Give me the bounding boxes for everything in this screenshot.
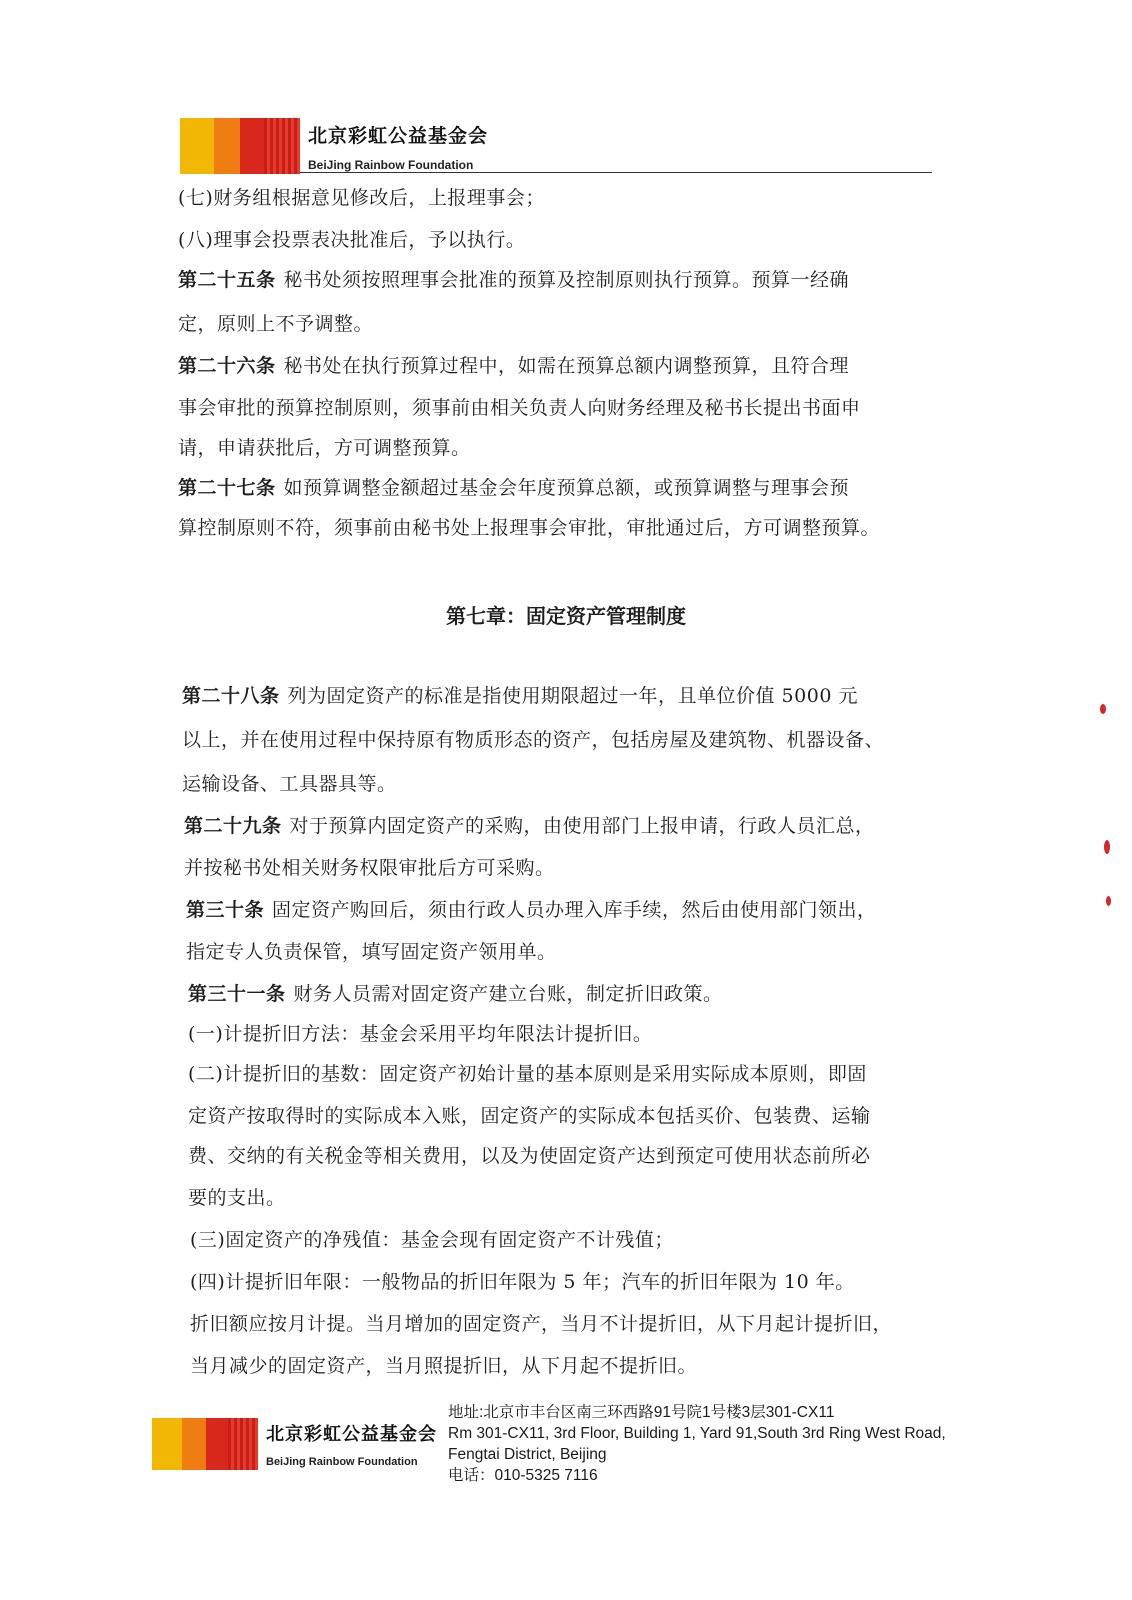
header-logo [180,118,488,174]
text-line: 运输设备、工具器具等。 [182,773,397,795]
text-line: (八)理事会投票表决批准后，予以执行。 [178,229,526,251]
text-line: (一)计提折旧方法：基金会采用平均年限法计提折旧。 [188,1023,653,1045]
article-31: 第三十一条 财务人员需对固定资产建立台账，制定折旧政策。 [188,983,723,1005]
logo-color-bar [152,1418,258,1470]
text-line: 算控制原则不符，须事前由秘书处上报理事会审批，审批通过后，方可调整预算。 [178,517,881,539]
text-line: (四)计提折旧年限：一般物品的折旧年限为 5 年；汽车的折旧年限为 10 年。 [190,1271,855,1293]
chapter-title: 第七章：固定资产管理制度 [446,604,686,628]
text-line: 定资产按取得时的实际成本入账，固定资产的实际成本包括买价、包装费、运输 [188,1105,871,1127]
article-30: 第三十条 固定资产购回后，须由行政人员办理入库手续，然后由使用部门领出， [186,899,877,921]
text-line: 指定专人负责保管，填写固定资产领用单。 [186,941,557,963]
footer-phone: 电话：010-5325 7116 [448,1467,598,1484]
scan-mark [1106,896,1111,906]
footer-org-name-en: BeiJing Rainbow Foundation [266,1456,418,1468]
text-line: (七)财务组根据意见修改后，上报理事会； [178,187,545,209]
header-org-name-cn: 北京彩虹公益基金会 [308,124,489,147]
article-29: 第二十九条 对于预算内固定资产的采购，由使用部门上报申请，行政人员汇总， [184,815,875,837]
text-line: 请，申请获批后，方可调整预算。 [178,437,471,459]
footer-address-en-line2: Fengtai District, Beijing [448,1446,607,1463]
text-line: 定，原则上不予调整。 [178,313,374,335]
logo-color-bar [180,118,300,174]
text-line: 折旧额应按月计提。当月增加的固定资产，当月不计提折旧，从下月起计提折旧， [190,1313,893,1335]
header-org-name-en: BeiJing Rainbow Foundation [308,157,474,172]
article-25: 第二十五条 秘书处须按照理事会批准的预算及控制原则执行预算。预算一经确 [178,269,850,291]
footer-address-cn: 地址:北京市丰台区南三环西路91号院1号楼3层301-CX11 [448,1404,835,1421]
footer-address-block [448,1402,946,1486]
text-line: 以上，并在使用过程中保持原有物质形态的资产，包括房屋及建筑物、机器设备、 [182,729,885,751]
article-27: 第二十七条 如预算调整金额超过基金会年度预算总额，或预算调整与理事会预 [178,477,850,499]
footer-logo [152,1418,437,1470]
header-divider [300,172,932,173]
article-26: 第二十六条 秘书处在执行预算过程中，如需在预算总额内调整预算，且符合理 [178,355,850,377]
text-line: (二)计提折旧的基数：固定资产初始计量的基本原则是采用实际成本原则，即固 [188,1063,867,1085]
text-line: 要的支出。 [188,1187,286,1209]
text-line: 并按秘书处相关财务权限审批后方可采购。 [184,857,555,879]
footer-address-en-line1: Rm 301-CX11, 3rd Floor, Building 1, Yard 91,South 3rd Ring West Road, [448,1425,946,1442]
text-line: 费、交纳的有关税金等相关费用，以及为使固定资产达到预定可使用状态前所必 [188,1145,871,1167]
article-28: 第二十八条 列为固定资产的标准是指使用期限超过一年，且单位价值 5000 元 [182,685,858,707]
text-line: 当月减少的固定资产，当月照提折旧，从下月起不提折旧。 [190,1355,698,1377]
text-line: (三)固定资产的净残值：基金会现有固定资产不计残值； [190,1229,674,1251]
text-line: 事会审批的预算控制原则，须事前由相关负责人向财务经理及秘书长提出书面申 [178,397,861,419]
footer-org-name-cn: 北京彩虹公益基金会 [266,1424,437,1445]
scan-mark [1104,840,1110,854]
scan-mark [1100,704,1106,714]
